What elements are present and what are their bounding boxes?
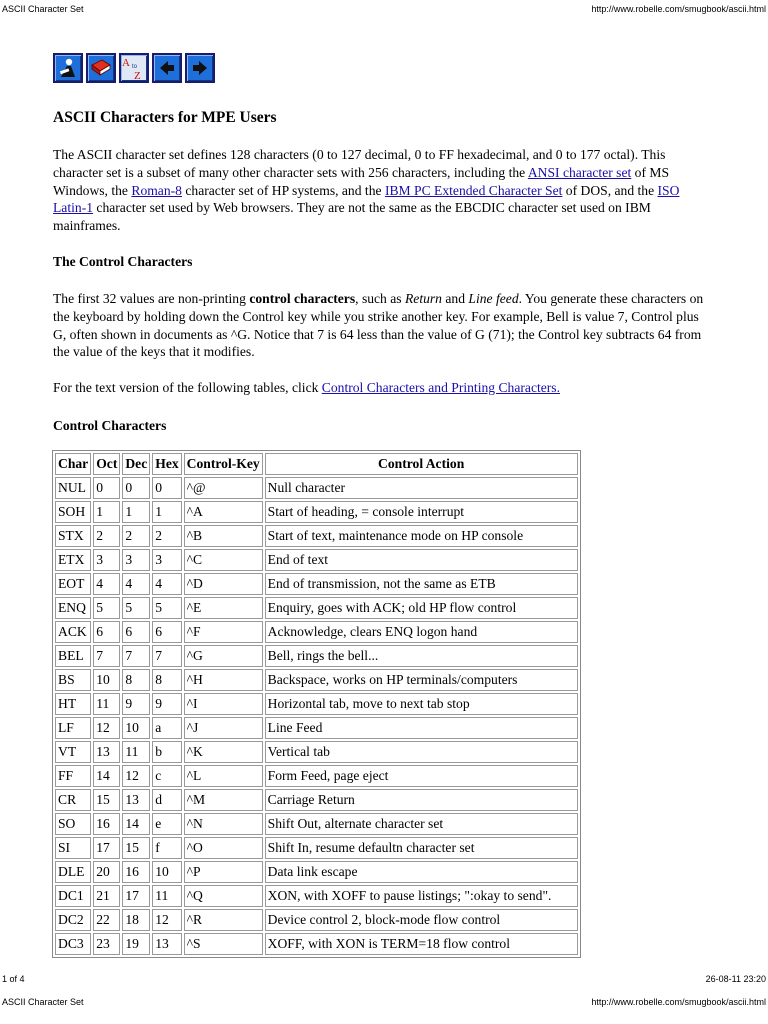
control-paragraph [53, 290, 713, 361]
cell-control-action: Backspace, works on HP terminals/computers [265, 669, 578, 691]
a-to-z-icon [121, 55, 147, 81]
cell-oct: 3 [93, 549, 120, 571]
cell-dec: 0 [122, 477, 150, 499]
table-body [55, 477, 578, 955]
cell-hex: 8 [152, 669, 181, 691]
table-row [55, 621, 578, 643]
cell-dec: 8 [122, 669, 150, 691]
cell-hex: f [152, 837, 181, 859]
cell-char: ENQ [55, 597, 91, 619]
cell-control-key: ^@ [184, 477, 263, 499]
cell-char: SI [55, 837, 91, 859]
control-characters-heading: The Control Characters [53, 253, 193, 269]
cell-control-key: ^J [184, 717, 263, 739]
cell-char: ETX [55, 549, 91, 571]
cell-char: LF [55, 717, 91, 739]
cell-control-key: ^N [184, 813, 263, 835]
cell-control-action: XOFF, with XON is TERM=18 flow control [265, 933, 578, 955]
cell-oct: 4 [93, 573, 120, 595]
cell-char: BS [55, 669, 91, 691]
cell-dec: 4 [122, 573, 150, 595]
cell-control-key: ^L [184, 765, 263, 787]
print-header-title: ASCII Character Set [2, 4, 84, 14]
col-header-char: Char [55, 453, 91, 475]
control-text-4: . You generate these characters on the keyboard by holding down the Control key while you strike another key. For example, Bell is value 7, Control plus G, often shown in documents as ^G. Notice that 7 is 64 less than the value of G (71); the Control key subtracts 64 from the value of the keys that it modifies. [53, 290, 704, 360]
control-text-3: and [441, 290, 469, 306]
cell-oct: 17 [93, 837, 120, 859]
cell-hex: 1 [152, 501, 181, 523]
cell-oct: 12 [93, 717, 120, 739]
table-header-row [55, 453, 578, 475]
cell-hex: 3 [152, 549, 181, 571]
cell-control-key: ^H [184, 669, 263, 691]
cell-char: ACK [55, 621, 91, 643]
table-row [55, 765, 578, 787]
cell-hex: a [152, 717, 181, 739]
cell-hex: 9 [152, 693, 181, 715]
cell-char: DLE [55, 861, 91, 883]
cell-control-key: ^P [184, 861, 263, 883]
cell-control-key: ^A [184, 501, 263, 523]
table-row [55, 693, 578, 715]
cell-hex: 7 [152, 645, 181, 667]
text-version-link[interactable]: Control Characters and Printing Characters. [321, 380, 560, 396]
table-row [55, 645, 578, 667]
cell-oct: 13 [93, 741, 120, 763]
cell-char: SOH [55, 501, 91, 523]
cell-control-action: Start of heading, = console interrupt [265, 501, 578, 523]
cell-dec: 15 [122, 837, 150, 859]
table-row [55, 861, 578, 883]
cell-char: STX [55, 525, 91, 547]
ansi-charset-link[interactable]: ANSI character set [527, 164, 632, 180]
cell-hex: c [152, 765, 181, 787]
col-header-control-action: Control Action [265, 453, 578, 475]
table-row [55, 597, 578, 619]
col-header-oct: Oct [93, 453, 120, 475]
cell-control-key: ^F [184, 621, 263, 643]
text-version-text: For the text version of the following tables, click [53, 380, 322, 396]
cell-oct: 20 [93, 861, 120, 883]
table-heading: Control Characters [53, 417, 167, 433]
ibm-pc-charset-link[interactable]: IBM PC Extended Character Set [384, 182, 563, 198]
cell-control-key: ^O [184, 837, 263, 859]
cell-dec: 12 [122, 765, 150, 787]
contents-button[interactable] [86, 53, 116, 83]
cell-oct: 14 [93, 765, 120, 787]
cell-control-key: ^B [184, 525, 263, 547]
cell-oct: 22 [93, 909, 120, 931]
cell-control-action: Bell, rings the bell... [265, 645, 578, 667]
cell-char: SO [55, 813, 91, 835]
cell-control-action: Carriage Return [265, 789, 578, 811]
page-title: ASCII Characters for MPE Users [53, 109, 277, 126]
cell-control-action: Data link escape [265, 861, 578, 883]
control-italic-return: Return [404, 290, 442, 306]
table-row [55, 549, 578, 571]
cell-control-key: ^G [184, 645, 263, 667]
cell-hex: 10 [152, 861, 181, 883]
cell-control-action: Null character [265, 477, 578, 499]
cell-char: DC2 [55, 909, 91, 931]
intro-text-3: character set of HP systems, and the [181, 182, 385, 198]
control-text-1: The first 32 values are non-printing [53, 290, 250, 306]
cell-oct: 5 [93, 597, 120, 619]
col-header-control-key: Control-Key [184, 453, 263, 475]
az-top: A [122, 57, 130, 69]
intro-text-5: character set used by Web browsers. They are not the same as the EBCDIC character set used on IBM mainframes. [53, 200, 651, 234]
table-row [55, 909, 578, 931]
cell-dec: 11 [122, 741, 150, 763]
cell-oct: 10 [93, 669, 120, 691]
cell-oct: 21 [93, 885, 120, 907]
col-header-dec: Dec [122, 453, 150, 475]
cell-hex: d [152, 789, 181, 811]
table-row [55, 885, 578, 907]
index-button[interactable] [119, 53, 149, 83]
cell-control-key: ^S [184, 933, 263, 955]
cell-dec: 9 [122, 693, 150, 715]
cell-control-action: Shift Out, alternate character set [265, 813, 578, 835]
cell-oct: 16 [93, 813, 120, 835]
table-row [55, 933, 578, 955]
cell-hex: b [152, 741, 181, 763]
intro-text-2: of MS Windows, the [53, 164, 670, 198]
book-icon [89, 56, 113, 80]
cell-control-action: Line Feed [265, 717, 578, 739]
cell-control-key: ^D [184, 573, 263, 595]
control-text-2: , such as [355, 290, 405, 306]
table-row [55, 669, 578, 691]
cell-hex: 5 [152, 597, 181, 619]
cell-control-action: Acknowledge, clears ENQ logon hand [265, 621, 578, 643]
cell-char: VT [55, 741, 91, 763]
cell-char: HT [55, 693, 91, 715]
table-row [55, 573, 578, 595]
cell-hex: e [152, 813, 181, 835]
cell-control-action: End of transmission, not the same as ETB [265, 573, 578, 595]
cell-control-action: Form Feed, page eject [265, 765, 578, 787]
cell-control-action: Vertical tab [265, 741, 578, 763]
cell-dec: 10 [122, 717, 150, 739]
table-row [55, 813, 578, 835]
cell-control-action: Enquiry, goes with ACK; old HP flow control [265, 597, 578, 619]
az-bottom: Z [134, 70, 141, 81]
cell-char: CR [55, 789, 91, 811]
cell-char: EOT [55, 573, 91, 595]
cell-dec: 13 [122, 789, 150, 811]
control-characters-table [52, 450, 581, 958]
cell-char: DC3 [55, 933, 91, 955]
cell-dec: 17 [122, 885, 150, 907]
cell-control-key: ^I [184, 693, 263, 715]
cell-hex: 6 [152, 621, 181, 643]
cell-control-action: Device control 2, block-mode flow control [265, 909, 578, 931]
iso-latin1-link[interactable]: ISO Latin-1 [53, 182, 680, 216]
cell-char: DC1 [55, 885, 91, 907]
table-row [55, 525, 578, 547]
cell-dec: 19 [122, 933, 150, 955]
cell-oct: 11 [93, 693, 120, 715]
page-number: 1 of 4 [2, 974, 25, 984]
cell-oct: 2 [93, 525, 120, 547]
arrow-left-icon [156, 57, 178, 79]
cell-hex: 4 [152, 573, 181, 595]
print-timestamp: 26-08-11 23:20 [705, 974, 766, 984]
cell-dec: 16 [122, 861, 150, 883]
cell-dec: 2 [122, 525, 150, 547]
control-italic-linefeed: Line feed [468, 290, 519, 306]
cell-hex: 13 [152, 933, 181, 955]
cell-oct: 1 [93, 501, 120, 523]
cell-oct: 6 [93, 621, 120, 643]
intro-paragraph [53, 146, 713, 235]
cell-control-action: Horizontal tab, move to next tab stop [265, 693, 578, 715]
table-row [55, 789, 578, 811]
cell-control-key: ^M [184, 789, 263, 811]
cell-oct: 15 [93, 789, 120, 811]
cell-control-action: End of text [265, 549, 578, 571]
previous-page-button[interactable] [152, 53, 182, 83]
cell-control-key: ^R [184, 909, 263, 931]
cell-dec: 5 [122, 597, 150, 619]
arrow-right-icon [189, 57, 211, 79]
cell-control-key: ^K [184, 741, 263, 763]
cell-hex: 2 [152, 525, 181, 547]
cell-control-action: Start of text, maintenance mode on HP console [265, 525, 578, 547]
person-reading-icon [56, 56, 80, 80]
table-row [55, 837, 578, 859]
cell-hex: 12 [152, 909, 181, 931]
nav-toolbar [53, 53, 215, 83]
cell-control-action: Shift In, resume defaultn character set [265, 837, 578, 859]
print-header-next-title: ASCII Character Set [2, 997, 84, 1007]
print-header-next-url: http://www.robelle.com/smugbook/ascii.html [591, 997, 766, 1007]
cell-dec: 7 [122, 645, 150, 667]
cell-control-key: ^C [184, 549, 263, 571]
cell-oct: 23 [93, 933, 120, 955]
document-content [53, 108, 713, 958]
cell-dec: 6 [122, 621, 150, 643]
cell-dec: 14 [122, 813, 150, 835]
cell-dec: 18 [122, 909, 150, 931]
table-row [55, 741, 578, 763]
intro-text-1: The ASCII character set defines 128 characters (0 to 127 decimal, 0 to FF hexadecimal, and 0 to 177 octal). This character set is a subset of many other character sets with 256 characters, including the [53, 147, 666, 180]
table-row [55, 717, 578, 739]
cell-dec: 1 [122, 501, 150, 523]
text-version-paragraph [53, 379, 713, 397]
cell-oct: 7 [93, 645, 120, 667]
print-header-url: http://www.robelle.com/smugbook/ascii.html [591, 4, 766, 14]
col-header-hex: Hex [152, 453, 181, 475]
cell-control-key: ^E [184, 597, 263, 619]
cell-control-action: XON, with XOFF to pause listings; ":okay to send". [265, 885, 578, 907]
table-row [55, 477, 578, 499]
cell-char: FF [55, 765, 91, 787]
cell-char: BEL [55, 645, 91, 667]
control-bold-term: control characters [249, 290, 356, 306]
cell-char: NUL [55, 477, 91, 499]
table-row [55, 501, 578, 523]
next-page-button[interactable] [185, 53, 215, 83]
home-button[interactable] [53, 53, 83, 83]
cell-hex: 11 [152, 885, 181, 907]
cell-hex: 0 [152, 477, 181, 499]
roman8-link[interactable]: Roman-8 [131, 182, 182, 198]
az-mid: to [132, 64, 138, 70]
cell-oct: 0 [93, 477, 120, 499]
cell-control-key: ^Q [184, 885, 263, 907]
cell-dec: 3 [122, 549, 150, 571]
intro-text-4: of DOS, and the [562, 182, 658, 198]
